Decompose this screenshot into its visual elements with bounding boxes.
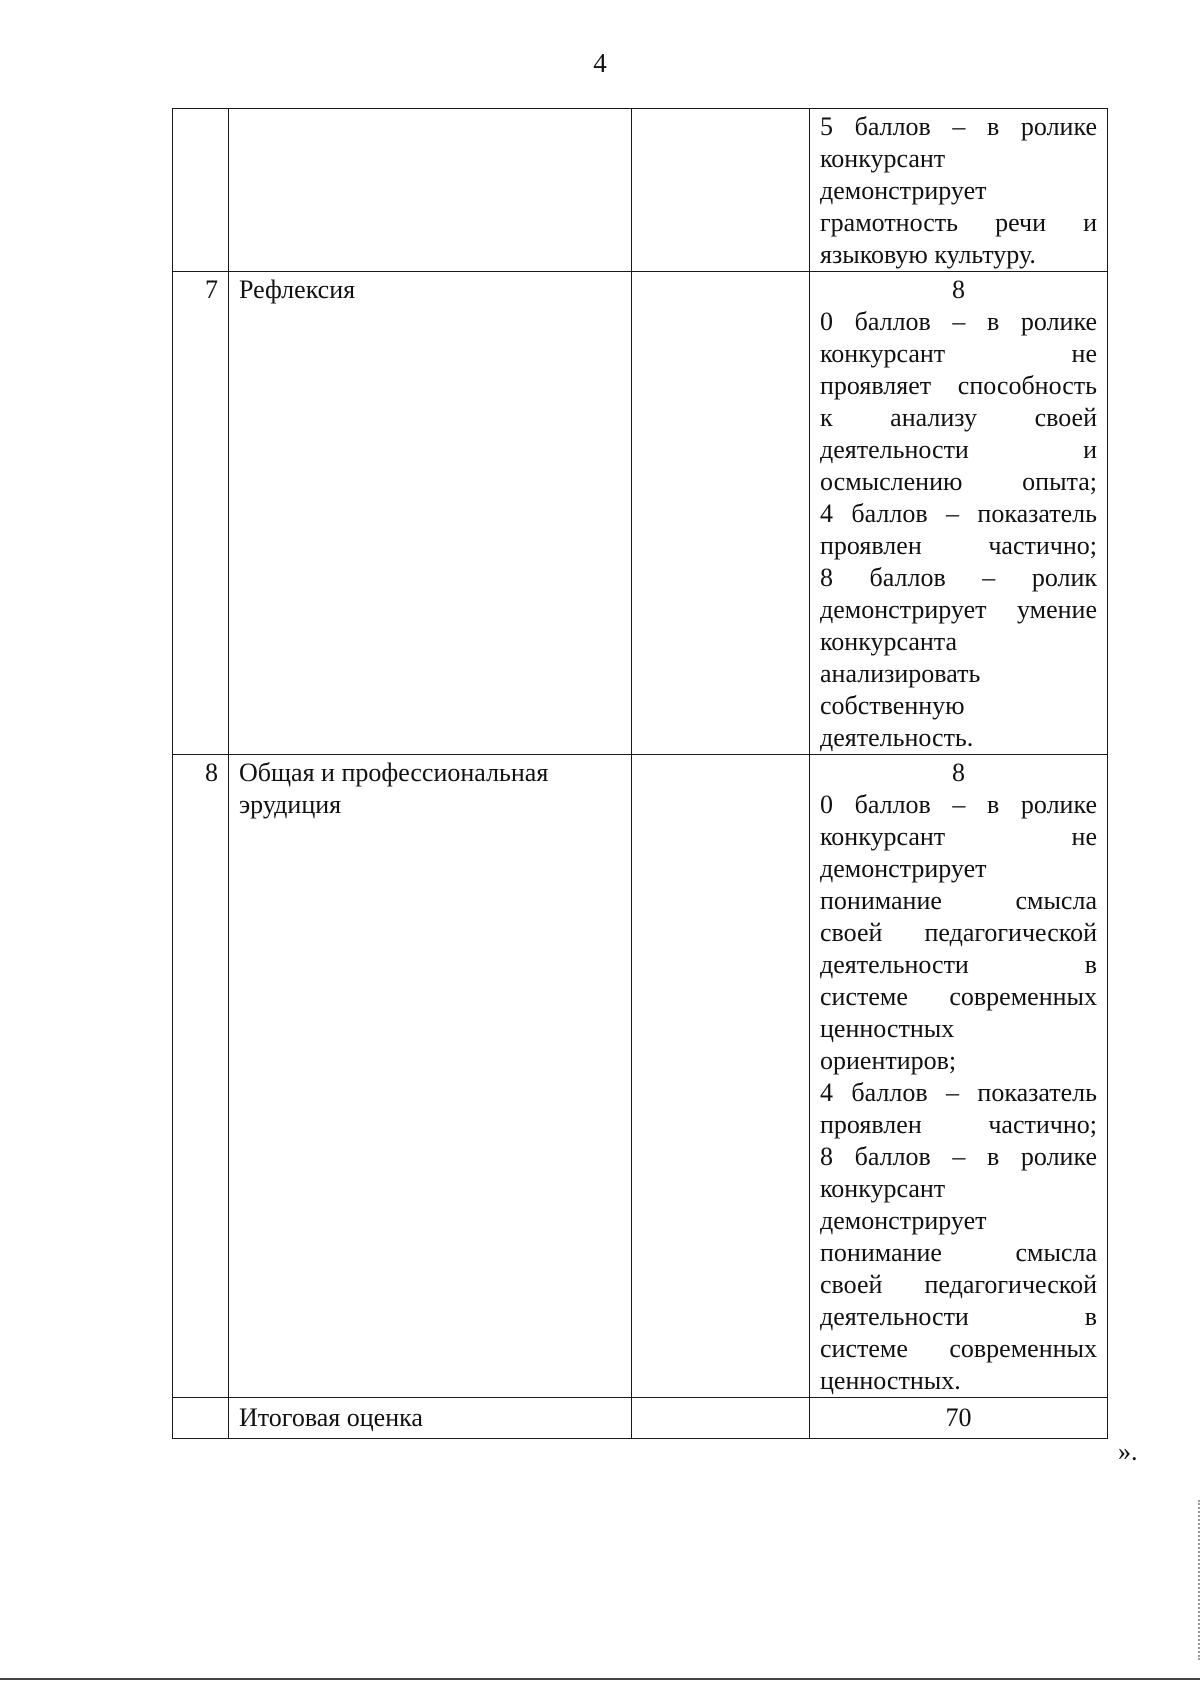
criterion-name: Общая и профессиональная эрудиция bbox=[229, 755, 632, 1398]
score-description-line: языковую культуру. bbox=[820, 240, 1036, 269]
score-description-line: 4 баллов – показатель bbox=[820, 499, 1097, 528]
score-description-line: ценностных. bbox=[820, 1366, 961, 1395]
total-label: Итоговая оценка bbox=[229, 1398, 632, 1439]
score-description-line: ориентиров; bbox=[820, 1046, 957, 1075]
score-description-line: собственную bbox=[820, 691, 965, 720]
score-description-line: 8 баллов – в ролике bbox=[820, 1142, 1097, 1171]
score-description-line: грамотность речи и bbox=[820, 208, 1097, 237]
score-description-line: своей педагогической bbox=[820, 918, 1097, 947]
score-description-line: системе современных bbox=[820, 1334, 1097, 1363]
score-description-line: деятельности и bbox=[820, 435, 1097, 464]
indicator-cell bbox=[632, 109, 810, 272]
score-description-line: деятельности в bbox=[820, 1302, 1097, 1331]
criterion-name bbox=[229, 109, 632, 272]
score-description-line: конкурсант не bbox=[820, 822, 1097, 851]
criteria-row bbox=[173, 109, 1108, 272]
max-score: 8 bbox=[952, 758, 965, 787]
score-description-line: осмыслению опыта; bbox=[820, 467, 1097, 496]
score-description-line: ценностных bbox=[820, 1014, 955, 1043]
score-description-line: деятельность. bbox=[820, 723, 974, 752]
closing-quote: ». bbox=[1118, 1437, 1138, 1466]
indicator-cell bbox=[632, 272, 810, 755]
page-number: 4 bbox=[593, 48, 607, 78]
score-description-line: демонстрирует умение bbox=[820, 595, 1097, 624]
score-description-line: понимание смысла bbox=[820, 1238, 1097, 1267]
criterion-number: 7 bbox=[173, 272, 229, 755]
score-description-line: конкурсант не bbox=[820, 339, 1097, 368]
score-description-line: 4 баллов – показатель bbox=[820, 1078, 1097, 1107]
score-description-line: проявлен частично; bbox=[820, 531, 1097, 560]
criteria-table-body bbox=[173, 109, 1108, 1439]
score-description-cell bbox=[810, 272, 1108, 755]
score-description-line: демонстрирует bbox=[820, 176, 987, 205]
score-description-line: 5 баллов – в ролике bbox=[820, 112, 1097, 141]
score-description-line: деятельности в bbox=[820, 950, 1097, 979]
score-description-line: системе современных bbox=[820, 982, 1097, 1011]
criteria-row bbox=[173, 272, 1108, 755]
score-description-line: конкурсант bbox=[820, 144, 946, 173]
criteria-row bbox=[173, 755, 1108, 1398]
score-description-line: своей педагогической bbox=[820, 1270, 1097, 1299]
total-value: 70 bbox=[810, 1398, 1108, 1439]
score-description-line: 0 баллов – в ролике bbox=[820, 790, 1097, 819]
indicator-cell bbox=[632, 755, 810, 1398]
score-description-line: анализировать bbox=[820, 659, 981, 688]
score-description-line: проявлен частично; bbox=[820, 1110, 1097, 1139]
scan-edge-noise bbox=[1194, 1500, 1200, 1660]
score-description-line: к анализу своей bbox=[820, 403, 1097, 432]
score-description-line: конкурсанта bbox=[820, 627, 958, 656]
score-description-line: конкурсант bbox=[820, 1174, 946, 1203]
score-description-line: 0 баллов – в ролике bbox=[820, 307, 1097, 336]
max-score: 8 bbox=[952, 275, 965, 304]
total-row bbox=[173, 1398, 1108, 1439]
score-description-cell bbox=[810, 755, 1108, 1398]
criterion-number bbox=[173, 109, 229, 272]
score-description-line: 8 баллов – ролик bbox=[820, 563, 1097, 592]
score-description-line: проявляет способность bbox=[820, 371, 1097, 400]
score-description-cell bbox=[810, 109, 1108, 272]
score-description-line: демонстрирует bbox=[820, 854, 987, 883]
criteria-table bbox=[172, 108, 1108, 1439]
criterion-name: Рефлексия bbox=[229, 272, 632, 755]
score-description-line: понимание смысла bbox=[820, 886, 1097, 915]
total-num-cell bbox=[173, 1398, 229, 1439]
criterion-number: 8 bbox=[173, 755, 229, 1398]
score-description-line: демонстрирует bbox=[820, 1206, 987, 1235]
bottom-scan-rule bbox=[0, 1678, 1200, 1680]
total-empty-cell bbox=[632, 1398, 810, 1439]
